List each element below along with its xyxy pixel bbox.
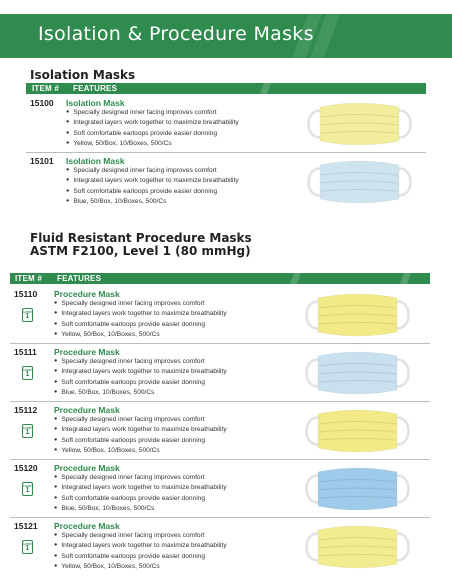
product-name: Procedure Mask bbox=[54, 289, 120, 299]
feature-item: ● Soft comfortable earloops provide easier donning bbox=[54, 552, 227, 562]
mask-illustration bbox=[300, 402, 415, 460]
mask-image bbox=[300, 402, 415, 465]
product-row bbox=[10, 285, 430, 345]
mask-illustration bbox=[300, 460, 415, 518]
mask-illustration bbox=[300, 344, 415, 402]
col-item-header: ITEM # bbox=[15, 274, 42, 283]
feature-item: ● Yellow, 50/Box, 10/Boxes, 500/Cs bbox=[54, 562, 227, 572]
feature-item: ● Integrated layers work together to maximize breathability bbox=[54, 425, 227, 435]
feature-item: ● Blue, 50/Box, 10/Boxes, 500/Cs bbox=[54, 388, 227, 398]
feature-list bbox=[66, 108, 239, 150]
header-stripe bbox=[290, 273, 301, 284]
product-name: Isolation Mask bbox=[66, 156, 125, 166]
mask-image bbox=[300, 518, 415, 581]
feature-item: ● Specially designed inner facing improves comfort bbox=[54, 299, 227, 309]
feature-item: ● Yellow, 50/Box, 10/Boxes, 500/Cs bbox=[66, 139, 239, 149]
level-1-badge-icon bbox=[22, 366, 33, 380]
item-number: 15120 bbox=[14, 463, 38, 473]
feature-item: ● Soft comfortable earloops provide easier donning bbox=[54, 436, 227, 446]
product-row bbox=[10, 401, 430, 461]
product-row bbox=[10, 517, 430, 577]
feature-item: ● Soft comfortable earloops provide easier donning bbox=[66, 129, 239, 139]
page-title: Isolation & Procedure Masks bbox=[38, 23, 314, 45]
feature-item: ● Specially designed inner facing improves comfort bbox=[66, 108, 239, 118]
level-badge-label: Level bbox=[23, 542, 32, 546]
header-stripe bbox=[260, 83, 271, 94]
feature-item: ● Yellow, 50/Box, 10/Boxes, 500/Cs bbox=[54, 330, 227, 340]
level-badge-label: Level bbox=[23, 368, 32, 372]
mask-illustration bbox=[302, 95, 417, 153]
level-badge-number: 1 bbox=[25, 487, 30, 494]
level-badge-label: Level bbox=[23, 484, 32, 488]
feature-item: ● Integrated layers work together to maximize breathability bbox=[54, 541, 227, 551]
feature-list bbox=[66, 166, 239, 208]
item-number: 15112 bbox=[14, 405, 38, 415]
feature-item: ● Specially designed inner facing improves comfort bbox=[54, 473, 227, 483]
mask-image bbox=[302, 153, 417, 216]
feature-item: ● Specially designed inner facing improves comfort bbox=[54, 531, 227, 541]
product-name: Procedure Mask bbox=[54, 463, 120, 473]
product-name: Procedure Mask bbox=[54, 347, 120, 357]
level-1-badge-icon bbox=[22, 540, 33, 554]
procedure-section-subtitle: ASTM F2100, Level 1 (80 mmHg) bbox=[30, 244, 251, 258]
feature-item: ● Yellow, 50/Box, 10/Boxes, 500/Cs bbox=[54, 446, 227, 456]
procedure-table-header bbox=[10, 273, 430, 284]
feature-item: ● Blue, 50/Box, 10/Boxes, 500/Cs bbox=[54, 504, 227, 514]
feature-item: ● Specially designed inner facing improves comfort bbox=[66, 166, 239, 176]
feature-item: ● Soft comfortable earloops provide easier donning bbox=[66, 187, 239, 197]
product-row bbox=[10, 459, 430, 519]
product-name: Procedure Mask bbox=[54, 521, 120, 531]
col-item-header: ITEM # bbox=[32, 84, 59, 93]
product-name: Procedure Mask bbox=[54, 405, 120, 415]
level-1-badge-icon bbox=[22, 308, 33, 322]
level-badge-number: 1 bbox=[25, 429, 30, 436]
mask-illustration bbox=[300, 518, 415, 576]
feature-item: ● Blue, 50/Box, 10/Boxes, 500/Cs bbox=[66, 197, 239, 207]
page-banner bbox=[0, 14, 452, 58]
feature-list bbox=[54, 473, 227, 515]
level-badge-label: Level bbox=[23, 426, 32, 430]
feature-list bbox=[54, 299, 227, 341]
mask-image bbox=[302, 95, 417, 158]
isolation-table-header bbox=[26, 83, 426, 94]
feature-item: ● Soft comfortable earloops provide easier donning bbox=[54, 378, 227, 388]
mask-illustration bbox=[300, 286, 415, 344]
isolation-section-title: Isolation Masks bbox=[30, 68, 136, 82]
feature-item: ● Integrated layers work together to maximize breathability bbox=[66, 176, 239, 186]
level-badge-number: 1 bbox=[25, 545, 30, 552]
item-number: 15111 bbox=[14, 347, 37, 357]
mask-illustration bbox=[302, 153, 417, 211]
item-number: 15121 bbox=[14, 521, 38, 531]
feature-item: ● Integrated layers work together to maximize breathability bbox=[66, 118, 239, 128]
col-features-header: FEATURES bbox=[73, 84, 118, 93]
level-1-badge-icon bbox=[22, 424, 33, 438]
item-number: 15101 bbox=[30, 156, 54, 166]
mask-image bbox=[300, 460, 415, 523]
feature-item: ● Integrated layers work together to maximize breathability bbox=[54, 309, 227, 319]
feature-item: ● Specially designed inner facing improves comfort bbox=[54, 415, 227, 425]
mask-image bbox=[300, 344, 415, 407]
level-badge-number: 1 bbox=[25, 371, 30, 378]
feature-item: ● Integrated layers work together to maximize breathability bbox=[54, 367, 227, 377]
product-row bbox=[10, 343, 430, 403]
feature-item: ● Integrated layers work together to maximize breathability bbox=[54, 483, 227, 493]
product-name: Isolation Mask bbox=[66, 98, 125, 108]
item-number: 15100 bbox=[30, 98, 54, 108]
feature-list bbox=[54, 357, 227, 399]
feature-list bbox=[54, 415, 227, 457]
feature-list bbox=[54, 531, 227, 573]
mask-image bbox=[300, 286, 415, 349]
feature-item: ● Soft comfortable earloops provide easier donning bbox=[54, 320, 227, 330]
product-row bbox=[26, 152, 426, 212]
product-row bbox=[26, 94, 426, 154]
header-stripe bbox=[400, 273, 411, 284]
level-1-badge-icon bbox=[22, 482, 33, 496]
level-badge-label: Level bbox=[23, 310, 32, 314]
col-features-header: FEATURES bbox=[57, 274, 102, 283]
procedure-section-title: Fluid Resistant Procedure Masks bbox=[30, 231, 252, 245]
feature-item: ● Specially designed inner facing improves comfort bbox=[54, 357, 227, 367]
item-number: 15110 bbox=[14, 289, 38, 299]
feature-item: ● Soft comfortable earloops provide easier donning bbox=[54, 494, 227, 504]
level-badge-number: 1 bbox=[25, 313, 30, 320]
